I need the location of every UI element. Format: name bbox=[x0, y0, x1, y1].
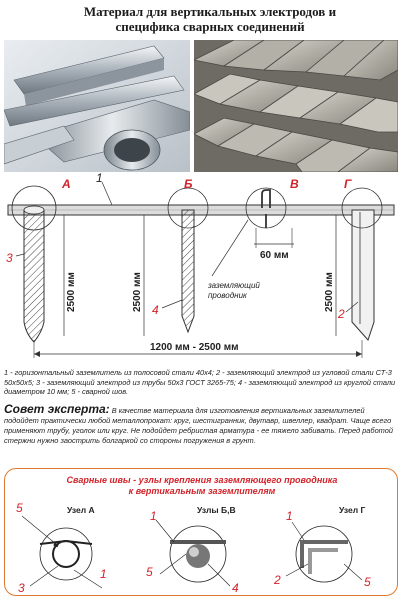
angle-steel-photo bbox=[194, 40, 398, 172]
part-number-1: 1 bbox=[96, 172, 103, 185]
node-bv-num-1: 1 bbox=[149, 508, 157, 523]
weld-nodes-panel bbox=[4, 468, 398, 596]
node-a-num-3: 3 bbox=[17, 580, 25, 595]
node-a-num-5: 5 bbox=[15, 500, 23, 515]
weld-nodes-svg bbox=[4, 468, 398, 596]
conductor-label-line-2: проводник bbox=[208, 291, 247, 300]
node-a-label: Узел А bbox=[67, 505, 95, 515]
node-bv-label: Узлы Б,В bbox=[197, 505, 236, 515]
advice-heading: Совет эксперта: bbox=[4, 402, 110, 416]
dim-2500-b: 2500 мм bbox=[132, 272, 143, 312]
node-letter-b: Б bbox=[184, 177, 193, 191]
conductor-label-line-1: заземляющий bbox=[208, 281, 260, 290]
page-title bbox=[40, 4, 380, 34]
steel-profiles-image bbox=[4, 40, 190, 172]
node-bv-num-5: 5 bbox=[145, 564, 153, 579]
part-number-2: 2 bbox=[338, 307, 345, 321]
title-line-2: специфика сварных соединений bbox=[115, 19, 305, 34]
node-g-num-5: 5 bbox=[363, 574, 371, 589]
grounding-diagram-svg bbox=[0, 172, 402, 368]
node-a-num-1: 1 bbox=[99, 566, 107, 581]
advice-text: В качестве материала для изготовления вертикальных заземлителей подойдет практически любой металлопрокат: круг, шестигранник, двутавр, швеллер, квадрат. Чаще всего применяют трубу, уголок или круг. Не подойдет ребристая арматура - ее тяжело забивать. Перед работой стержни нужно заострить болгаркой со стороны погружения в грунт. bbox=[4, 406, 393, 445]
title-line-1: Материал для вертикальных электродов и bbox=[83, 4, 337, 19]
node-letter-v: В bbox=[290, 177, 299, 191]
dim-span: 1200 мм - 2500 мм bbox=[150, 342, 239, 353]
angle-steel-image bbox=[194, 40, 398, 172]
bent-rod-v bbox=[246, 188, 294, 248]
parts-legend: 1 - горизонтальный заземлитель из полосовой стали 40х4; 2 - заземляющий электрод из угловой стали СТ-3 50х50х5; 3 - заземляющий электрод из трубы 50х3 ГОСТ 3265-75; 4 - заземляющий электрод из круглой стали диаметром 10 мм; 5 - сварной шов. bbox=[4, 368, 396, 397]
dim-60mm: 60 мм bbox=[260, 250, 289, 261]
weld-node-a bbox=[16, 501, 107, 595]
node-bv-num-4: 4 bbox=[231, 580, 239, 595]
dim-2500-g: 2500 мм bbox=[324, 272, 335, 312]
weld-node-g bbox=[273, 509, 371, 589]
expert-advice bbox=[4, 404, 398, 446]
node-letter-a: А bbox=[62, 177, 71, 191]
node-letter-g: Г bbox=[344, 177, 352, 191]
horizontal-strip bbox=[8, 205, 394, 215]
dim-2500-a: 2500 мм bbox=[66, 272, 77, 312]
grounding-diagram bbox=[0, 172, 402, 368]
steel-profiles-photo bbox=[4, 40, 190, 172]
photo-strip bbox=[4, 40, 398, 172]
part-number-3: 3 bbox=[6, 251, 13, 265]
weld-title-line-1: Сварные швы - узлы крепления заземляющего проводника bbox=[66, 475, 338, 485]
node-g-num-2: 2 bbox=[273, 572, 281, 587]
part-number-4: 4 bbox=[152, 303, 159, 317]
node-g-num-1: 1 bbox=[285, 508, 293, 523]
weld-title-line-2: к вертикальным заземлителям bbox=[128, 486, 276, 496]
node-g-label: Узел Г bbox=[339, 505, 366, 515]
conductor-leader bbox=[212, 220, 248, 276]
weld-node-bv bbox=[146, 509, 239, 595]
